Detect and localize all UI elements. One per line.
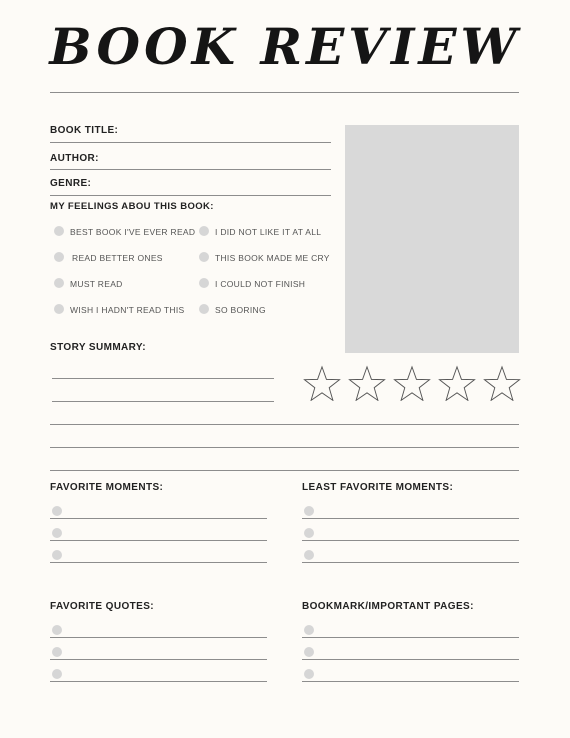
favorite-moments-heading: FAVORITE MOMENTS: [50, 482, 164, 493]
favorite-quote-line[interactable] [50, 637, 267, 638]
star-outline-icon[interactable] [303, 365, 341, 401]
checkbox-circle[interactable] [54, 278, 64, 288]
feelings-heading: MY FEELINGS ABOU THIS BOOK: [50, 201, 214, 212]
star-outline-icon[interactable] [348, 365, 386, 401]
book-title-label: BOOK TITLE: [50, 125, 119, 136]
feeling-option-label: MUST READ [70, 279, 123, 289]
bookmark-line[interactable] [302, 659, 519, 660]
summary-line[interactable] [50, 470, 519, 471]
summary-line[interactable] [52, 401, 274, 402]
bullet-circle [304, 647, 314, 657]
title-divider [50, 92, 519, 93]
book-cover-placeholder[interactable] [345, 125, 519, 353]
feeling-option-label: BEST BOOK I'VE EVER READ [70, 227, 196, 237]
feeling-option-label: I DID NOT LIKE IT AT ALL [215, 227, 322, 237]
star-outline-icon[interactable] [483, 365, 521, 401]
bullet-circle [304, 528, 314, 538]
checkbox-circle[interactable] [199, 304, 209, 314]
bullet-circle [304, 506, 314, 516]
bookmark-line[interactable] [302, 681, 519, 682]
summary-line[interactable] [50, 447, 519, 448]
summary-line[interactable] [50, 424, 519, 425]
bullet-circle [304, 669, 314, 679]
feeling-option-label: THIS BOOK MADE ME CRY [215, 253, 330, 263]
star-outline-icon[interactable] [393, 365, 431, 401]
author-label: AUTHOR: [50, 153, 99, 164]
least-favorite-moments-heading: LEAST FAVORITE MOMENTS: [302, 482, 454, 493]
favorite-quote-line[interactable] [50, 681, 267, 682]
favorite-moment-line[interactable] [50, 562, 267, 563]
page-title: BOOK REVIEW [49, 17, 521, 76]
bullet-circle [52, 669, 62, 679]
author-field[interactable] [50, 169, 331, 170]
book-title-field[interactable] [50, 142, 331, 143]
genre-label: GENRE: [50, 178, 92, 189]
checkbox-circle[interactable] [54, 304, 64, 314]
bullet-circle [304, 550, 314, 560]
bullet-circle [52, 647, 62, 657]
checkbox-circle[interactable] [54, 226, 64, 236]
bullet-circle [52, 625, 62, 635]
favorite-moment-line[interactable] [50, 540, 267, 541]
bookmark-pages-heading: BOOKMARK/IMPORTANT PAGES: [302, 601, 474, 612]
favorite-quotes-heading: FAVORITE QUOTES: [50, 601, 154, 612]
bullet-circle [52, 550, 62, 560]
genre-field[interactable] [50, 195, 331, 196]
summary-line[interactable] [52, 378, 274, 379]
checkbox-circle[interactable] [54, 252, 64, 262]
feeling-option-label: SO BORING [215, 305, 266, 315]
checkbox-circle[interactable] [199, 226, 209, 236]
least-favorite-moment-line[interactable] [302, 540, 519, 541]
star-outline-icon[interactable] [438, 365, 476, 401]
bookmark-line[interactable] [302, 637, 519, 638]
story-summary-heading: STORY SUMMARY: [50, 342, 146, 353]
checkbox-circle[interactable] [199, 252, 209, 262]
bullet-circle [52, 528, 62, 538]
feeling-option-label: READ BETTER ONES [72, 253, 163, 263]
bullet-circle [52, 506, 62, 516]
favorite-moment-line[interactable] [50, 518, 267, 519]
favorite-quote-line[interactable] [50, 659, 267, 660]
least-favorite-moment-line[interactable] [302, 562, 519, 563]
feeling-option-label: I COULD NOT FINISH [215, 279, 306, 289]
feeling-option-label: WISH I HADN'T READ THIS [70, 305, 185, 315]
least-favorite-moment-line[interactable] [302, 518, 519, 519]
bullet-circle [304, 625, 314, 635]
checkbox-circle[interactable] [199, 278, 209, 288]
